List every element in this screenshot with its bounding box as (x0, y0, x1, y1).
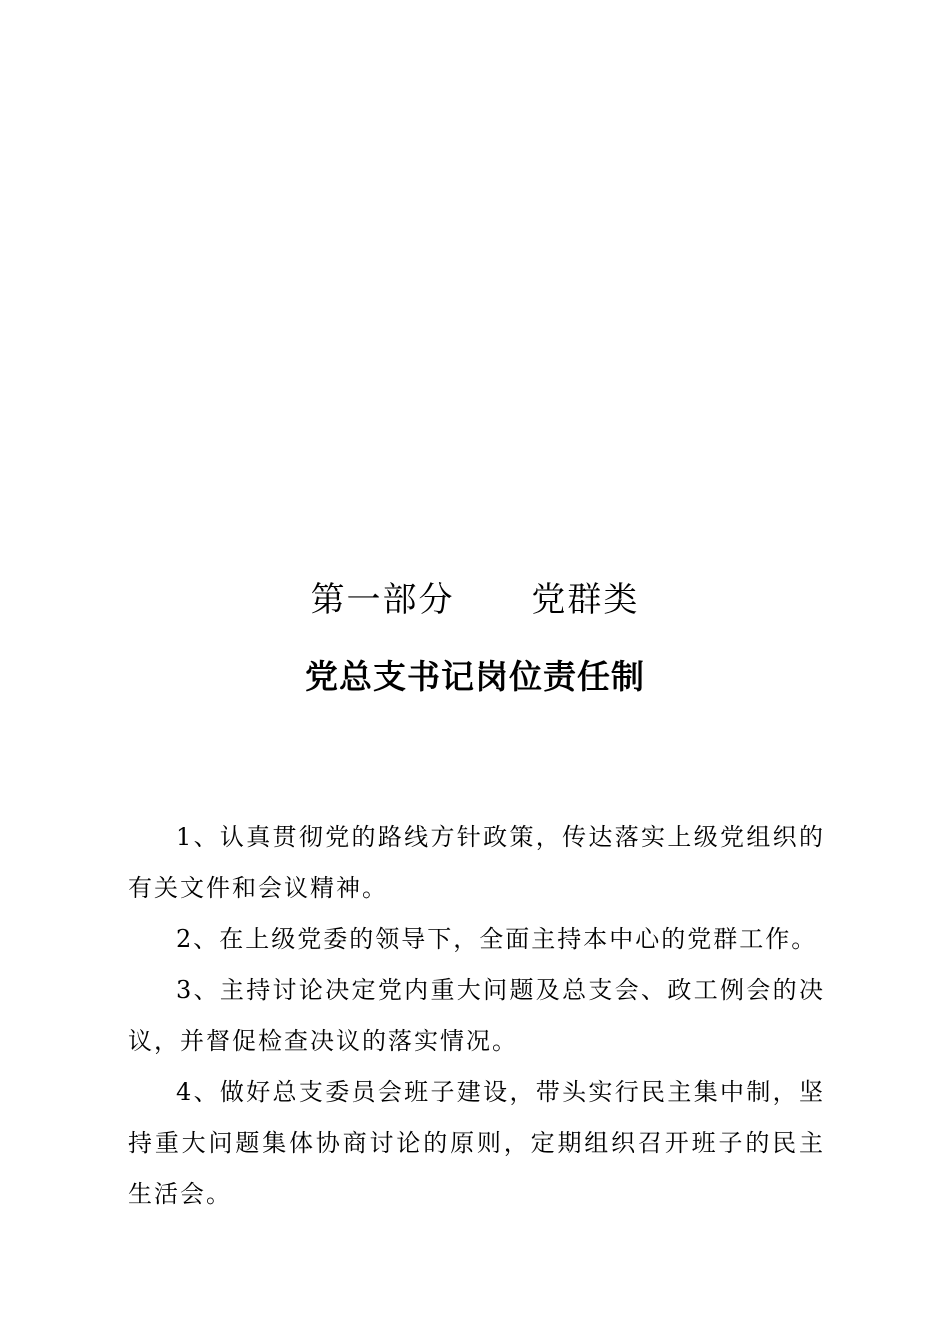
document-body (128, 812, 825, 1220)
paragraph-3: 3、主持讨论决定党内重大问题及总支会、政工例会的决议，并督促检查决议的落实情况。 (128, 976, 825, 1055)
paragraph-2: 2、在上级党委的领导下，全面主持本中心的党群工作。 (176, 925, 818, 953)
document-title: 党总支书记岗位责任制 (305, 657, 645, 696)
section-heading: 第一部分 党群类 (310, 580, 640, 620)
paragraph-4: 4、做好总支委员会班子建设，带头实行民主集中制，坚持重大问题集体协商讨论的原则，定期组织召开班子的民主生活会。 (128, 1078, 825, 1208)
paragraph-1: 1、认真贯彻党的路线方针政策，传达落实上级党组织的有关文件和会议精神。 (128, 823, 825, 902)
